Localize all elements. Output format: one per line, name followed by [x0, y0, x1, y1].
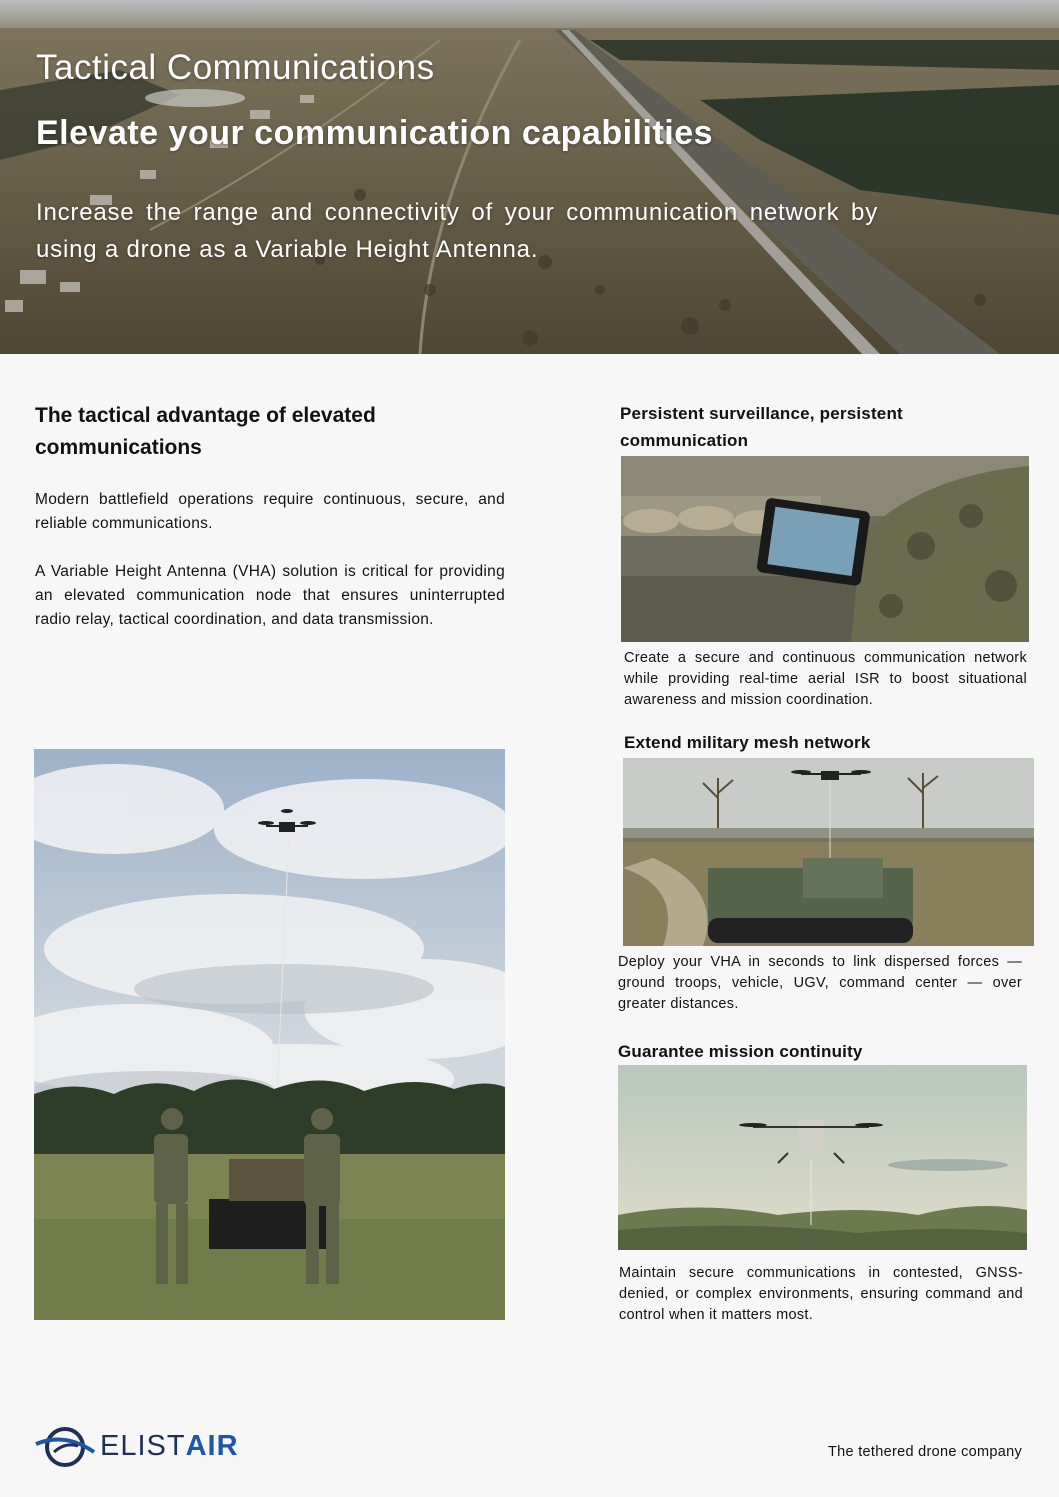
photo-drone-over-valley: [618, 1065, 1027, 1250]
logo-word-prefix: ELIST: [100, 1430, 186, 1462]
elistair-logo-mark-icon: [34, 1422, 96, 1472]
feature-1-caption: Create a secure and continuous communication network while providing real-time aerial ISR to boost situational awareness and mission coordination.: [624, 650, 1027, 708]
footer-tagline: The tethered drone company: [828, 1444, 1022, 1460]
intro-heading: The tactical advantage of elevated communications: [35, 404, 376, 459]
feature-3-caption: Maintain secure communications in contested, GNSS-denied, or complex environments, ensuring command and control when it matters most.: [619, 1265, 1023, 1323]
feature-2-heading: Extend military mesh network: [624, 733, 871, 752]
feature-3-heading: Guarantee mission continuity: [618, 1042, 863, 1061]
photo-ugv-with-drone: [623, 758, 1034, 946]
photo-soldier-tablet: [621, 456, 1029, 642]
intro-paragraph-1: Modern battlefield operations require continuous, secure, and reliable communications.: [35, 491, 505, 532]
hero-lead: Increase the range and connectivity of your communication network by using a drone as a Variable Height Antenna.: [36, 199, 878, 263]
hero-kicker: Tactical Communications: [36, 48, 435, 87]
hero-banner: [0, 0, 1059, 354]
hero-title: Elevate your communication capabilities: [36, 114, 714, 152]
logo-word-suffix: AIR: [185, 1430, 239, 1462]
feature-1-heading: Persistent surveillance, persistent communication: [620, 404, 903, 450]
feature-2-caption: Deploy your VHA in seconds to link dispersed forces — ground troops, vehicle, UGV, command center — over greater distances.: [618, 954, 1022, 1012]
photo-soldiers-with-tethered-drone: [34, 749, 505, 1320]
intro-paragraph-2: A Variable Height Antenna (VHA) solution is critical for providing an elevated communication node that ensures uninterrupted radio relay, tactical coordination, and data transmission.: [35, 563, 505, 628]
elistair-logo[interactable]: [34, 1422, 244, 1472]
